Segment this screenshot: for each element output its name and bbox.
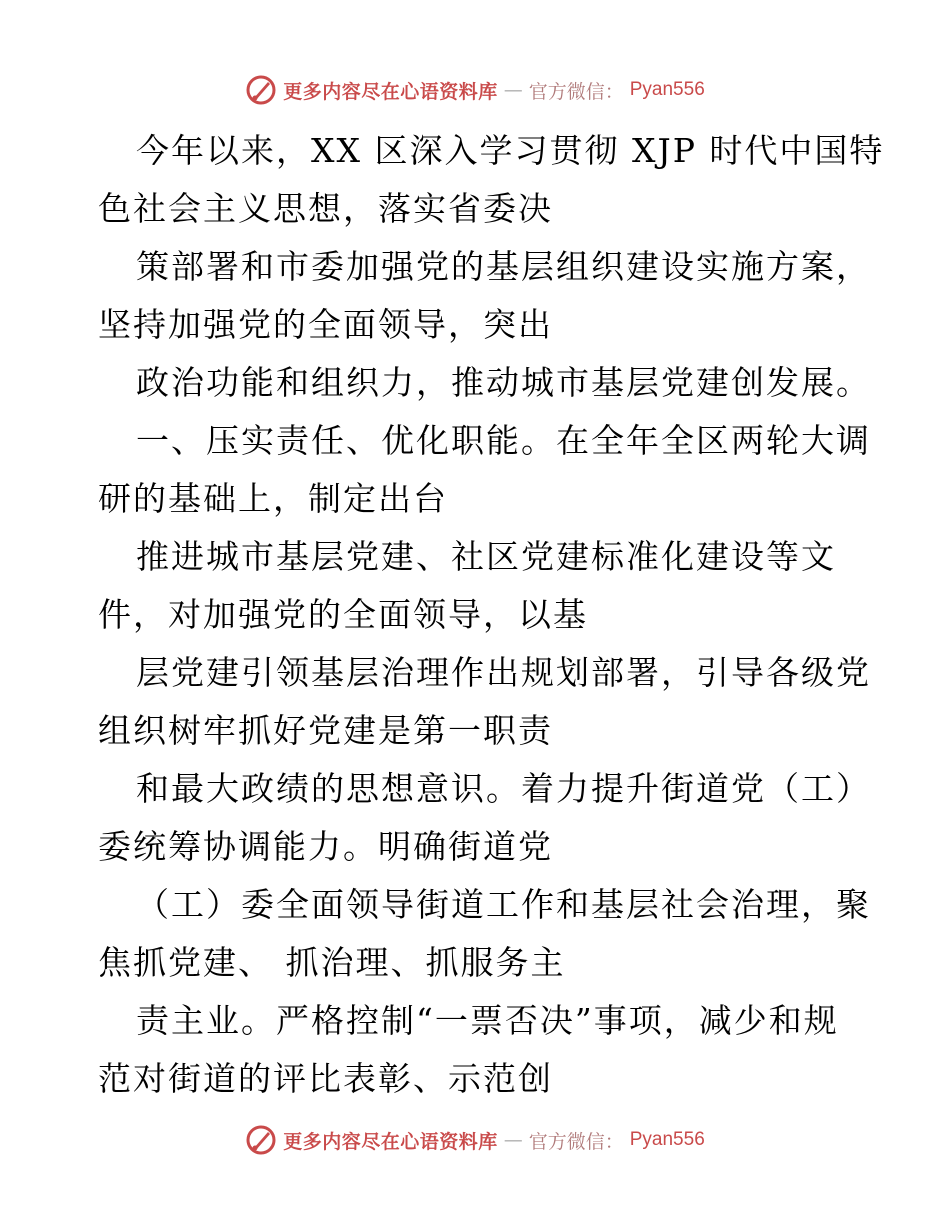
text-line: 件，对加强党的全面领导，以基 bbox=[98, 595, 588, 634]
text-line: 组织树牢抓好党建是第一职责 bbox=[98, 711, 553, 750]
footer-watermark bbox=[0, 1120, 950, 1160]
quill-logo-icon bbox=[245, 1124, 277, 1156]
text-line: 坚持加强党的全面领导，突出 bbox=[98, 305, 553, 344]
watermark-dash: — bbox=[503, 79, 523, 101]
text-line: 今年以来，XX 区深入学习贯彻 XJP 时代中国特 bbox=[136, 131, 885, 170]
watermark-dash: — bbox=[503, 1129, 523, 1151]
text-line: 和最大政绩的思想意识。着力提升街道党（工） bbox=[136, 769, 871, 808]
text-line: 责主业。严格控制“一票否决”事项，减少和规 bbox=[136, 1001, 839, 1040]
header-watermark bbox=[0, 70, 950, 110]
watermark-handle: Pyan556 bbox=[629, 79, 705, 100]
quill-logo-icon bbox=[245, 74, 277, 106]
text-line: 研的基础上，制定出台 bbox=[98, 479, 448, 518]
watermark-wechat-label: 官方微信： bbox=[528, 1130, 624, 1153]
text-line: 范对街道的评比表彰、示范创 bbox=[98, 1059, 553, 1098]
text-line: （工）委全面领导街道工作和基层社会治理，聚 bbox=[136, 885, 871, 924]
text-line: 委统筹协调能力。明确街道党 bbox=[98, 827, 553, 866]
text-line: 策部署和市委加强党的基层组织建设实施方案， bbox=[136, 247, 871, 286]
watermark-text: 更多内容尽在心语资料库 bbox=[283, 80, 498, 103]
text-line: 色社会主义思想，落实省委决 bbox=[98, 189, 553, 228]
text-line: 一、压实责任、优化职能。在全年全区两轮大调 bbox=[136, 421, 871, 460]
text-line: 推进城市基层党建、社区党建标准化建设等文 bbox=[136, 537, 836, 576]
watermark-handle: Pyan556 bbox=[629, 1129, 705, 1150]
text-line: 政治功能和组织力，推动城市基层党建创发展。 bbox=[136, 363, 871, 402]
watermark-text: 更多内容尽在心语资料库 bbox=[283, 1130, 498, 1153]
document-body bbox=[98, 122, 885, 1108]
text-line: 层党建引领基层治理作出规划部署，引导各级党 bbox=[136, 653, 871, 692]
text-line: 焦抓党建、 抓治理、抓服务主 bbox=[98, 943, 566, 982]
watermark-wechat-label: 官方微信： bbox=[528, 80, 624, 103]
